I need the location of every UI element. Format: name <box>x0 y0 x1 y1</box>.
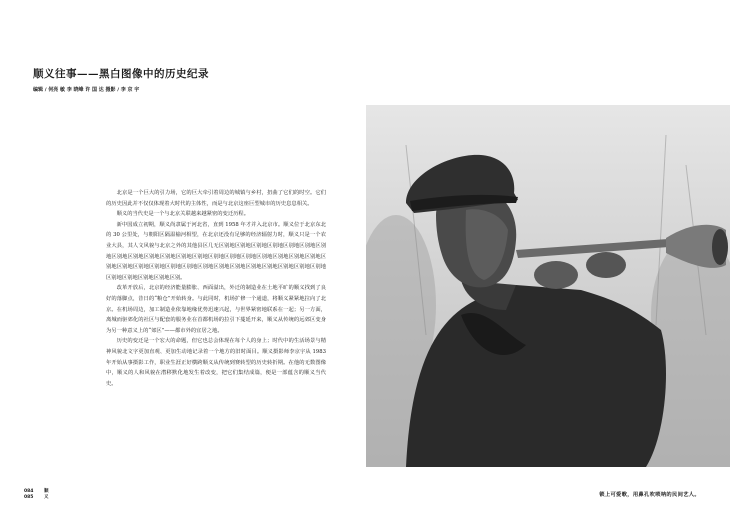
paragraph-3: 新中国成立初期，顺义尚隶属于河北省，直到 1958 年才并入北京市。顺义位于北京东北的 30 公里处，与朝阳区隔温榆河相望，在北京还没有足够的经济辐射力时，顺义只是一个农业大县，其人文风貌与北京之外的其他县区几无区别地区别地区别地区别地区别地区别地区别地区别地区别地区别地区别地区别地区别地区别地区别地区别地区别地区别地区别地区别地区别地区别地区别地区别地区别地区别地区别地区别地区别地区别地区别地区别地区别地区别地区别地区别地区别地区别地区别。 <box>106 221 326 281</box>
paragraph-4: 改革开放后，北京的经济能量膨胀、西面溢出，外迁的制造业在土地平旷的顺义找到了良好的落脚点，昔日的“粮仓”开始转身。与此同时，机场扩修一个通道，将顺义紧紧地拉向了北京。在机场周边，加工制造业依靠地缘优势迅速兴起，与世界紧密地联系在一起；另一方面，离城而驱郊化的社区与配套的服务业在首都机场的拉引下蔓延开来，顺义从传统的远郊区变身为另一种意义上的“郊区”——都市外的宜居之地。 <box>106 285 326 334</box>
paragraph-1: 北京是一个巨大的引力场，它的巨大牵引着周边的城镇与乡村，扭曲了它们的时空。它们的历史因此并不仅仅体现着大时代的主体性，而是与北京这座巨型城市的历史息息相关。 <box>106 190 326 207</box>
page-number-left: 084 <box>24 489 34 494</box>
page-number-right: 085 <box>24 495 34 500</box>
suona-player-photo <box>366 105 730 467</box>
photo-caption: 锁上可爱歌，用鼻孔吹唢呐的民间艺人。 <box>599 492 700 498</box>
paragraph-2: 顺义的当代史是一个与北京关联越来越紧密的变迁历程。 <box>116 211 250 218</box>
paragraph-5: 历史的变迁是一个宏大的命题，但它也总会体现在每个人的身上；时代中的生活场景与精神风貌北文字更加直观、更加生动地记录着一个地方的旧时面目。顺义摄影师李京宇从 1983 年开始从事摄影工作，职业生涯正好横跨顺义从传统到赛转型的历史转折期。在他的无数图像中，顺义的人和风貌在潜移默化地发生着改变，把它们集结成篇，便是一部蕴含的顺义当代史。 <box>106 338 326 387</box>
article-title: 顺义往事——黑白图像中的历史纪录 <box>33 68 209 80</box>
article-body <box>106 188 326 389</box>
article-credits: 编辑 / 何亮 敏 李 晓峰 许 国 达 摄影 / 李 京 宇 <box>33 87 140 93</box>
page-folio <box>24 489 49 501</box>
section-label: 顺义 <box>44 489 49 500</box>
